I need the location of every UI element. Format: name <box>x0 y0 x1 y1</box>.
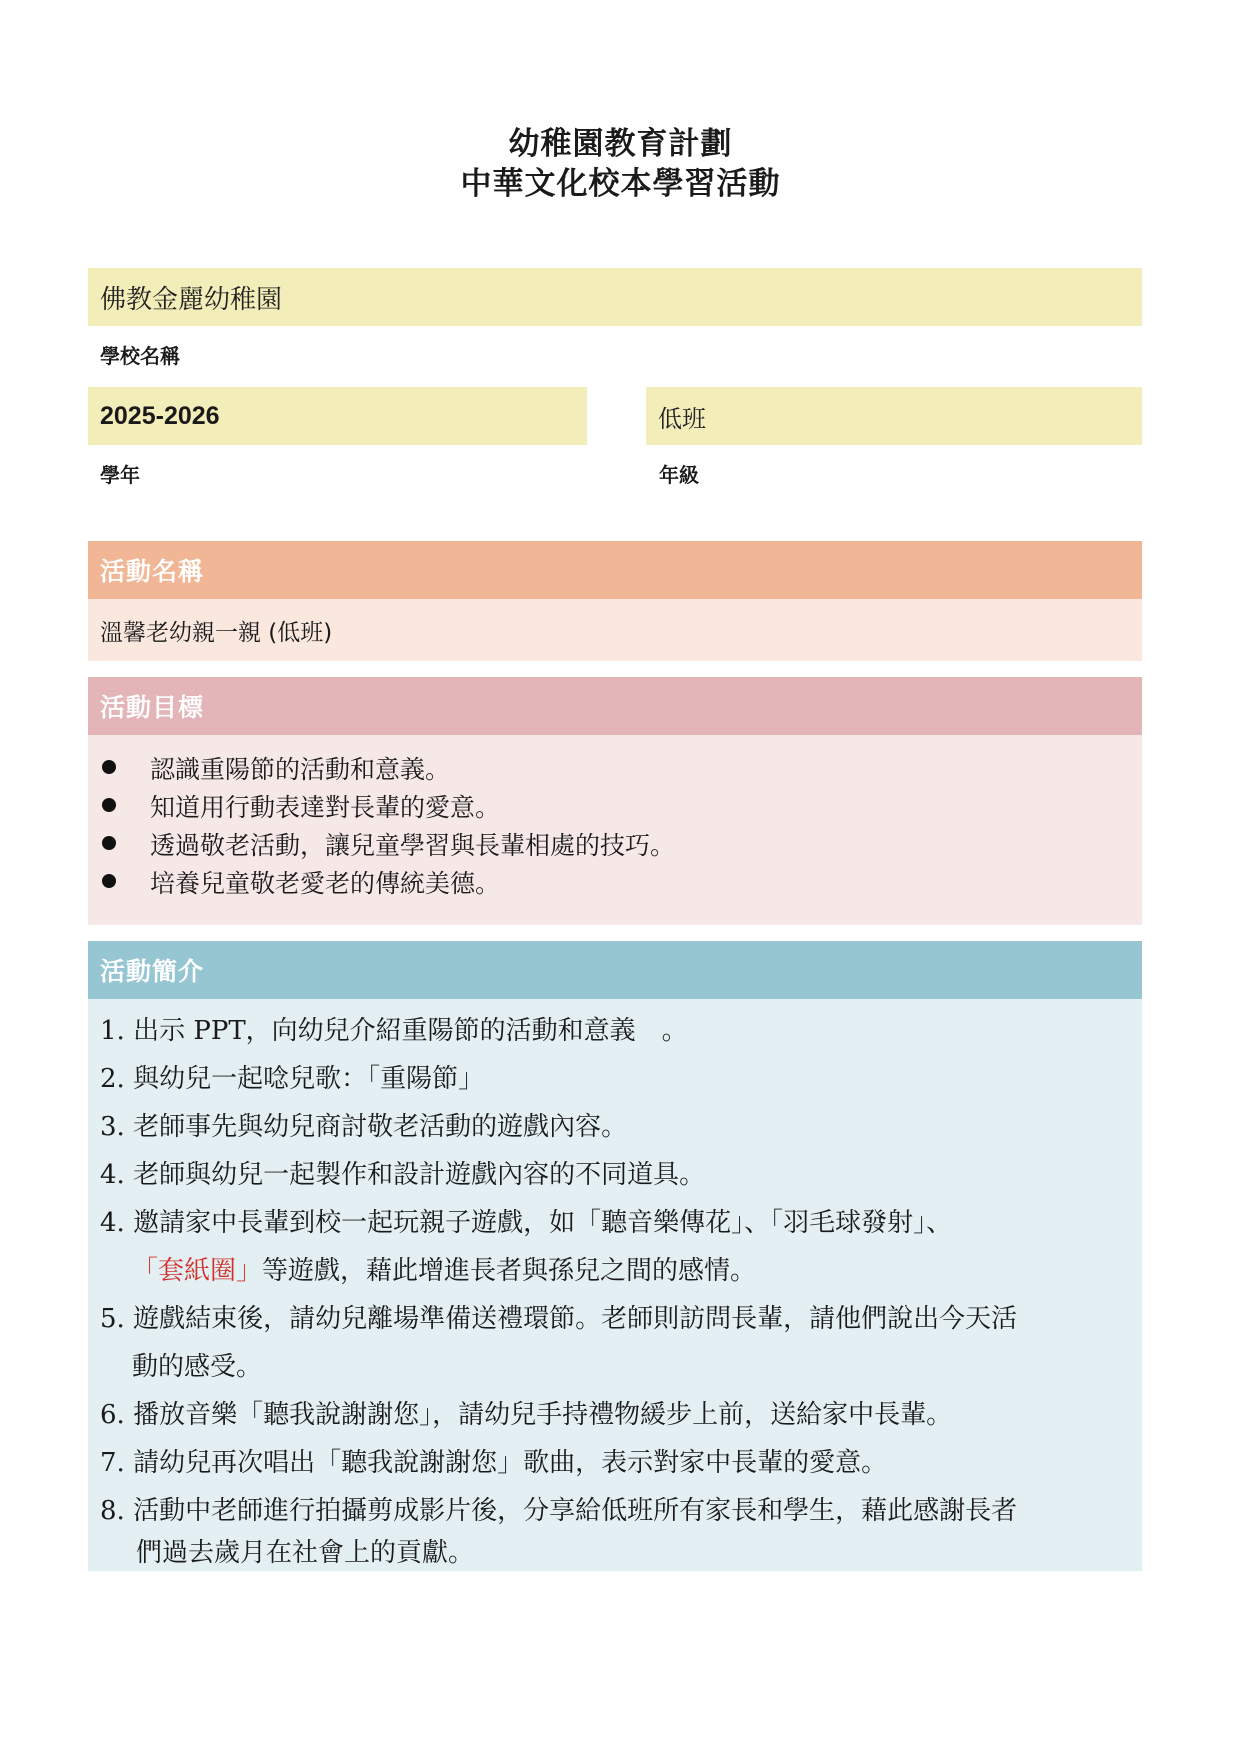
school-name-field <box>88 268 1142 326</box>
activity-name-value: 溫馨老幼親一親 (低班) <box>100 619 333 646</box>
bullet-icon <box>102 836 116 850</box>
school-name-label: 學校名稱 <box>100 344 180 368</box>
activity-name-heading: 活動名稱 <box>88 541 1142 599</box>
intro-line-continued: 們過去歲月在社會上的貢獻。 <box>136 1538 475 1568</box>
intro-line: 6. 播放音樂「聽我說謝謝您」，請幼兒手持禮物緩步上前，送給家中長輩。 <box>100 1400 953 1430</box>
activity-name-body <box>88 599 1142 661</box>
bullet-icon <box>102 798 116 812</box>
intro-line: 4. 邀請家中長輩到校一起玩親子遊戲，如「聽音樂傳花」、「羽毛球發射」、 <box>100 1208 953 1238</box>
introduction-heading: 活動簡介 <box>88 941 1142 999</box>
intro-line: 3. 老師事先與幼兒商討敬老活動的遊戲內容。 <box>100 1112 628 1142</box>
school-year-label: 學年 <box>100 463 140 487</box>
document-title-line1: 幼稚園教育計劃 <box>508 126 733 162</box>
highlight-game-name: 「套紙圈」 <box>132 1256 263 1286</box>
grade-value: 低班 <box>658 404 706 433</box>
document-title-line2: 中華文化校本學習活動 <box>460 166 781 202</box>
intro-line: 4. 老師與幼兒一起製作和設計遊戲內容的不同道具。 <box>100 1160 706 1190</box>
intro-line: 1. 出示 PPT，向幼兒介紹重陽節的活動和意義 。 <box>100 1016 688 1046</box>
bullet-icon <box>102 874 116 888</box>
objective-item: 透過敬老活動，讓兒童學習與長輩相處的技巧。 <box>150 831 676 860</box>
intro-line-continued: 動的感受。 <box>132 1352 263 1382</box>
school-year-value: 2025-2026 <box>100 401 220 430</box>
bullet-icon <box>102 760 116 774</box>
grade-field <box>646 387 1142 445</box>
objective-item: 培養兒童敬老愛老的傳統美德。 <box>150 869 501 898</box>
school-name-value: 佛教金麗幼稚園 <box>100 284 283 315</box>
objectives-heading: 活動目標 <box>88 677 1142 735</box>
intro-line: 5. 遊戲結束後，請幼兒離場準備送禮環節。老師則訪問長輩，請他們說出今天活 <box>100 1304 1018 1334</box>
intro-line: 7. 請幼兒再次唱出「聽我說謝謝您」歌曲，表示對家中長輩的愛意。 <box>100 1448 888 1478</box>
intro-line-continued <box>132 1250 756 1287</box>
objectives-body <box>88 735 1142 925</box>
objective-item: 知道用行動表達對長輩的愛意。 <box>150 793 501 822</box>
school-year-field <box>88 387 587 445</box>
intro-line: 8. 活動中老師進行拍攝剪成影片後，分享給低班所有家長和學生，藉此感謝長者 <box>100 1496 1018 1526</box>
intro-line: 2. 與幼兒一起唸兒歌：「重陽節」 <box>100 1064 485 1094</box>
intro-line-tail: 等遊戲，藉此增進長者與孫兒之間的感情。 <box>262 1256 757 1286</box>
grade-label: 年級 <box>659 463 699 487</box>
introduction-body <box>88 999 1142 1571</box>
objective-item: 認識重陽節的活動和意義。 <box>150 755 451 784</box>
